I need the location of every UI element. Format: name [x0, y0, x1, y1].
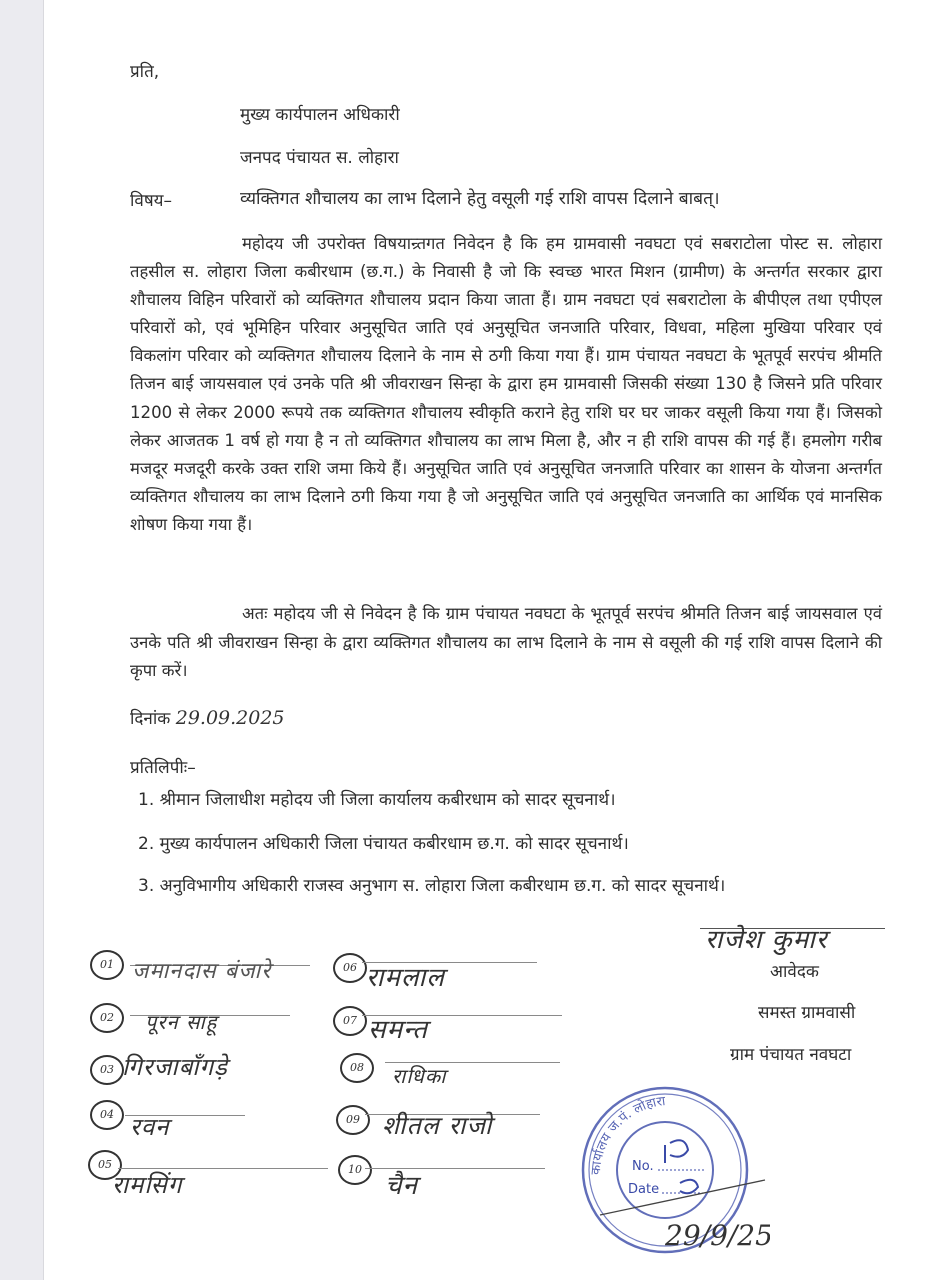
applicant-group: समस्त ग्रामवासी — [758, 1003, 856, 1023]
copy-label: प्रतिलिपीः– — [130, 758, 196, 778]
signatory-number: 01 — [90, 950, 124, 980]
stamp-handwritten-date: 29/9/25 — [665, 1219, 770, 1252]
signatory-name: जमानदास बंजारे — [132, 959, 272, 984]
signatory-number: 05 — [88, 1150, 122, 1180]
body-paragraph-2 — [130, 600, 882, 686]
signatory-number: 09 — [336, 1105, 370, 1135]
signatory-name: शीतल राजो — [382, 1111, 493, 1140]
copy-item-1: 1. श्रीमान जिलाधीश महोदय जी जिला कार्यालय कबीरधाम को सादर सूचनार्थ। — [138, 790, 616, 810]
body-paragraph-1 — [130, 230, 882, 539]
copy-item-3: 3. अनुविभागीय अधिकारी राजस्व अनुभाग स. लोहारा जिला कबीरधाम छ.ग. को सादर सूचनार्थ। — [138, 876, 726, 896]
body-paragraph-1-text: महोदय जी उपरोक्त विषयान्र्तगत निवेदन है कि हम ग्रामवासी नवघटा एवं सबराटोला पोस्ट स. लोहारा तहसील स. लोहारा जिला कबीरधाम (छ.ग.) के निवासी है जो कि स्वच्छ भारत मिशन (ग्रामीण) के अन्तर्गत सरकार द्वारा शौचालय विहिन परिवारों को व्यक्तिगत शौचालय प्रदान किया जाता हैं। ग्राम नवघटा एवं सबराटोला के बीपीएल तथा एपीएल परिवारों को, एवं भूमिहिन परिवार अनुसूचित जाति एवं अनुसूचित जनजाति परिवार, विधवा, महिला मुखिया परिवार एवं विकलांग परिवार को व्यक्तिगत शौचालय दिलाने के नाम से ठगी किया गया हैं। ग्राम पंचायत नवघटा के भूतपूर्व सरपंच श्रीमति तिजन बाई जायसवाल एवं उनके पति श्री जीवराखन सिन्हा के द्वारा हम ग्रामवासी जिसकी संख्या 130 है जिसने प्रति परिवार 1200 से लेकर 2000 रूपये तक व्यक्तिगत शौचालय स्वीकृति कराने हेतु राशि घर घर जाकर वसूली किया गया हैं। जिसको लेकर आजतक 1 वर्ष हो गया है न तो व्यक्तिगत शौचालय का लाभ मिला है, और न ही राशि वापस की गई हैं। हमलोग गरीब मजदूर मजदूरी करके उक्त राशि जमा किये हैं। अनुसूचित जाति एवं अनुसूचित जनजाति परिवार का शासन के योजना अन्तर्गत व्यक्तिगत शौचालय का लाभ दिलाने ठगी किया गया है जो अनुसूचित जाति एवं अनुसूचित जनजाति का आर्थिक एवं मानसिक शोषण किया गया हैं। — [130, 234, 882, 534]
recipient-line-2: जनपद पंचायत स. लोहारा — [240, 148, 399, 168]
salutation: प्रति, — [130, 62, 160, 82]
signatory-number: 04 — [90, 1100, 124, 1130]
signatory-name: रामसिंग — [112, 1171, 183, 1199]
stamp-date-label: Date — [628, 1182, 660, 1197]
signatory-number: 10 — [338, 1155, 372, 1185]
copy-item-2: 2. मुख्य कार्यपालन अधिकारी जिला पंचायत कबीरधाम छ.ग. को सादर सूचनार्थ। — [138, 834, 629, 854]
viewer-margin — [0, 0, 44, 1280]
stamp-seal-icon — [570, 1075, 770, 1275]
subject-text: व्यक्तिगत शौचालय का लाभ दिलाने हेतु वसूली गई राशि वापस दिलाने बाबत्। — [240, 189, 720, 209]
applicant-label: आवेदक — [770, 962, 819, 982]
signatory-number: 06 — [333, 953, 367, 983]
signatory-number: 03 — [90, 1055, 124, 1085]
signatory-name: राधिका — [392, 1064, 447, 1088]
signatory-number: 08 — [340, 1053, 374, 1083]
body-paragraph-2-text: अतः महोदय जी से निवेदन है कि ग्राम पंचायत नवघटा के भूतपूर्व सरपंच श्रीमति तिजन बाई जायसवाल एवं उनके पति श्री जीवराखन सिन्हा के द्वारा व्यक्तिगत शौचालय का लाभ दिलाने के नाम से वसूली की गई राशि वापस दिलाने की कृपा करें। — [130, 604, 882, 680]
date-line — [130, 708, 285, 729]
date-label: दिनांक — [130, 709, 171, 729]
signatory-name: गिरजाबाँगड़े — [122, 1053, 228, 1081]
applicant-signature: राजेश कुमार — [705, 925, 828, 955]
recipient-line-1: मुख्य कार्यपालन अधिकारी — [240, 105, 400, 125]
svg-text:कार्यालय ज.पं. लोहारा — [589, 1094, 667, 1175]
subject-label: विषय– — [130, 191, 173, 211]
signatory-number: 02 — [90, 1003, 124, 1033]
signatory-number: 07 — [333, 1006, 367, 1036]
signatory-name: चैन — [385, 1171, 418, 1201]
stamp-text: कार्यालय ज.पं. लोहारा — [588, 1094, 667, 1176]
signatory-name: रामलाल — [366, 963, 445, 993]
office-stamp — [570, 1075, 770, 1275]
stamp-no-label: No. — [632, 1159, 654, 1174]
date-value: 29.09.2025 — [175, 707, 285, 729]
applicant-village: ग्राम पंचायत नवघटा — [730, 1045, 852, 1065]
signatory-name: समन्त — [368, 1015, 428, 1045]
signatory-name: पूरन साहू — [145, 1010, 218, 1034]
signatory-name: रवन — [130, 1113, 170, 1141]
